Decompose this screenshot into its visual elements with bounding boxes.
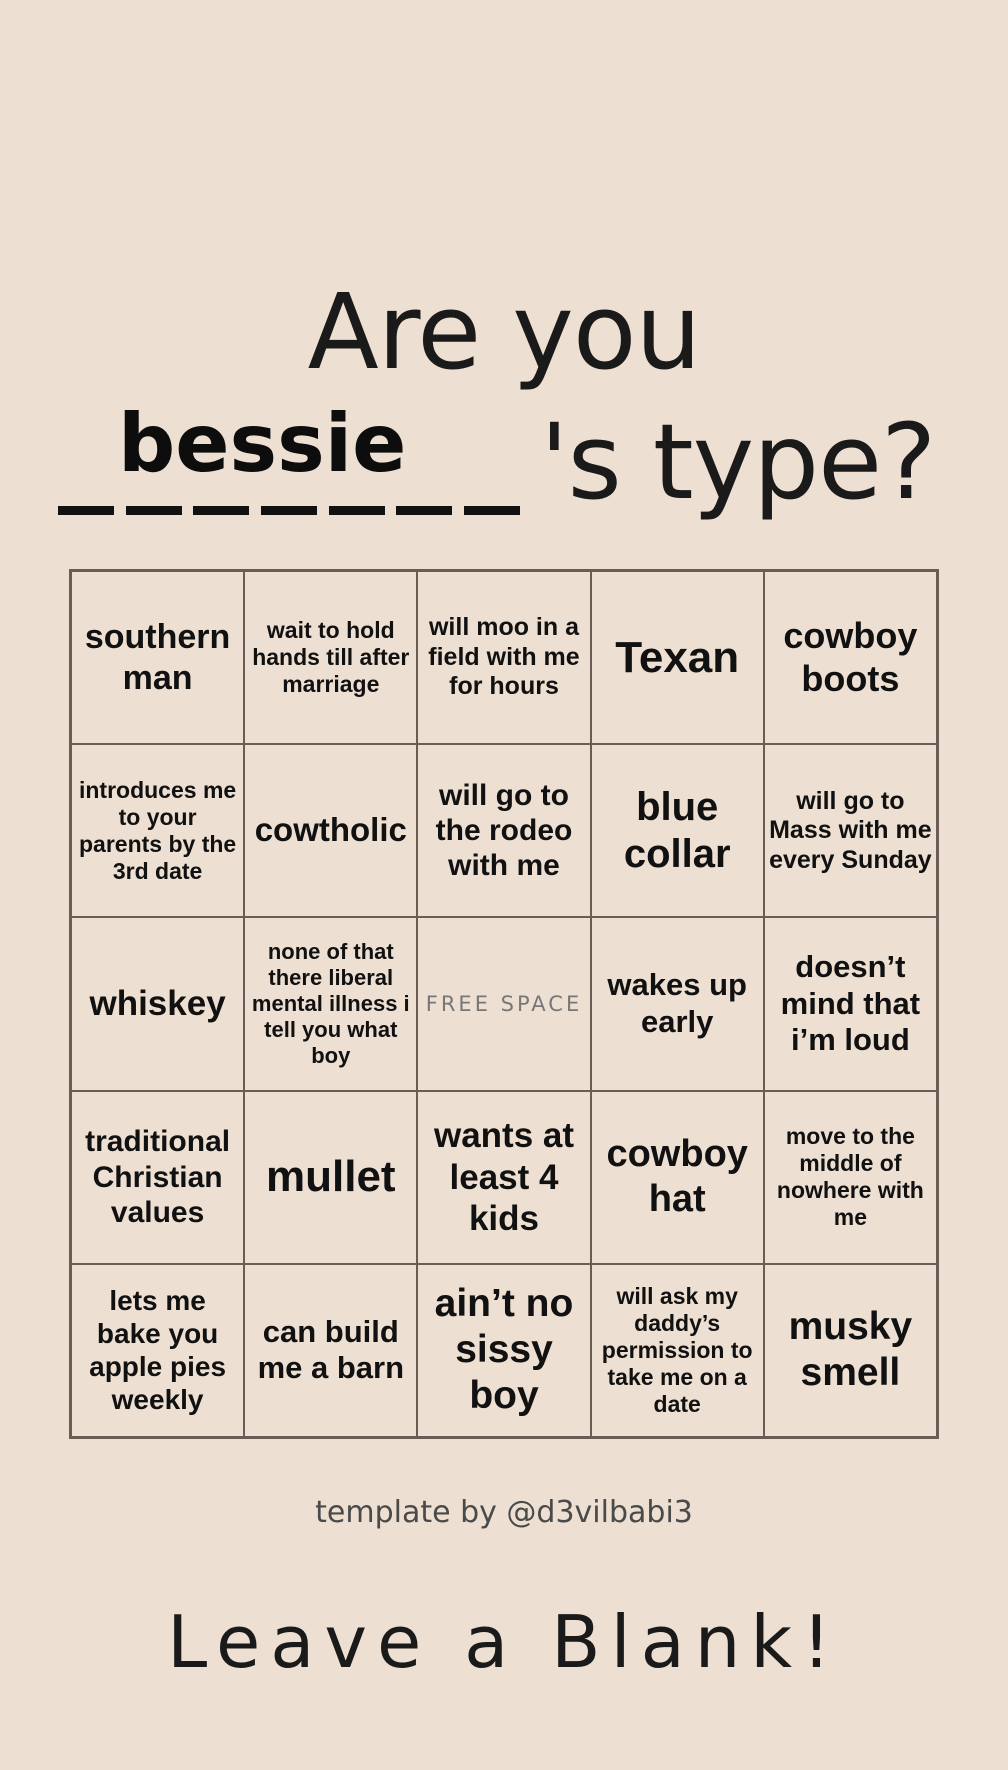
bingo-cell[interactable] — [764, 571, 937, 744]
bingo-cell-text: cowboy hat — [606, 1133, 748, 1221]
bingo-cell[interactable] — [591, 571, 764, 744]
bingo-cell[interactable] — [764, 744, 937, 917]
bingo-cell[interactable] — [244, 1091, 417, 1264]
bingo-cell-text: doesn’t mind that i’m loud — [780, 949, 921, 1058]
bingo-cell-text: cowboy boots — [783, 615, 918, 699]
bingo-cell[interactable] — [591, 744, 764, 917]
bingo-cell[interactable] — [591, 1091, 764, 1264]
bingo-cell[interactable] — [417, 744, 590, 917]
bingo-cell-text: southern man — [84, 618, 231, 697]
blank-dash — [193, 506, 249, 515]
bingo-cell[interactable] — [244, 1264, 417, 1437]
name-fill-in: bessie — [118, 397, 407, 490]
bingo-cell-text: FREE SPACE — [425, 991, 583, 1016]
bingo-cell[interactable] — [71, 571, 244, 744]
bingo-cell[interactable] — [764, 917, 937, 1090]
bingo-cell[interactable] — [244, 744, 417, 917]
free-space-cell[interactable] — [417, 917, 590, 1090]
bingo-cell[interactable] — [244, 917, 417, 1090]
title-line1: Are you — [307, 271, 701, 393]
bingo-cell[interactable] — [71, 1091, 244, 1264]
title-suffix: 's type? — [540, 401, 936, 523]
bingo-cell-text: will go to the rodeo with me — [435, 778, 573, 883]
bingo-cell-text: introduces me to your parents by the 3rd date — [78, 776, 237, 884]
bingo-cell-text: wakes up early — [607, 967, 747, 1039]
bingo-cell-text: ain’t no sissy boy — [434, 1282, 574, 1418]
bingo-cell-text: musky smell — [788, 1305, 913, 1395]
bingo-cell-text: traditional Christian values — [85, 1125, 231, 1229]
bingo-cell[interactable] — [417, 1264, 590, 1437]
blank-dash — [396, 506, 452, 515]
bingo-cell-text: blue collar — [623, 784, 731, 876]
blank-dash — [329, 506, 385, 515]
bingo-cell-text: will moo in a field with me for hours — [428, 613, 580, 701]
blank-dash — [464, 506, 520, 515]
bingo-cell[interactable] — [764, 1091, 937, 1264]
bingo-cell-text: wants at least 4 kids — [433, 1116, 575, 1238]
bingo-grid — [69, 569, 939, 1439]
template-credit: template by @d3vilbabi3 — [315, 1495, 693, 1530]
bingo-cell[interactable] — [417, 1091, 590, 1264]
bingo-cell[interactable] — [591, 917, 764, 1090]
bingo-cell-text: wait to hold hands till after marriage — [252, 616, 410, 698]
bingo-cell[interactable] — [764, 1264, 937, 1437]
bingo-cell[interactable] — [71, 1264, 244, 1437]
bingo-cell-text: Texan — [615, 632, 740, 682]
bingo-cell-text: can build me a barn — [257, 1313, 405, 1386]
bingo-cell-text: move to the middle of nowhere with me — [776, 1122, 924, 1231]
blank-dash — [58, 506, 114, 515]
bingo-cell-text: will go to Mass with me every Sunday — [769, 786, 932, 874]
bingo-cell[interactable] — [71, 917, 244, 1090]
bingo-cell-text: will ask my daddy’s permission to take me on a date — [601, 1282, 753, 1418]
blank-dash — [261, 506, 317, 515]
bingo-cell[interactable] — [417, 571, 590, 744]
bingo-cell-text: whiskey — [89, 984, 226, 1024]
bingo-cell[interactable] — [591, 1264, 764, 1437]
bingo-cell[interactable] — [71, 744, 244, 917]
bingo-cell-text: lets me bake you apple pies weekly — [89, 1285, 227, 1416]
bingo-cell-text: mullet — [266, 1152, 396, 1202]
name-blank-underline — [58, 506, 520, 516]
bingo-cell-text: none of that there liberal mental illness i tell you what boy — [251, 939, 410, 1068]
blank-dash — [126, 506, 182, 515]
bingo-cell[interactable] — [244, 571, 417, 744]
leave-a-blank-text: Leave a Blank! — [167, 1600, 841, 1684]
bingo-cell-text: cowtholic — [254, 811, 407, 849]
